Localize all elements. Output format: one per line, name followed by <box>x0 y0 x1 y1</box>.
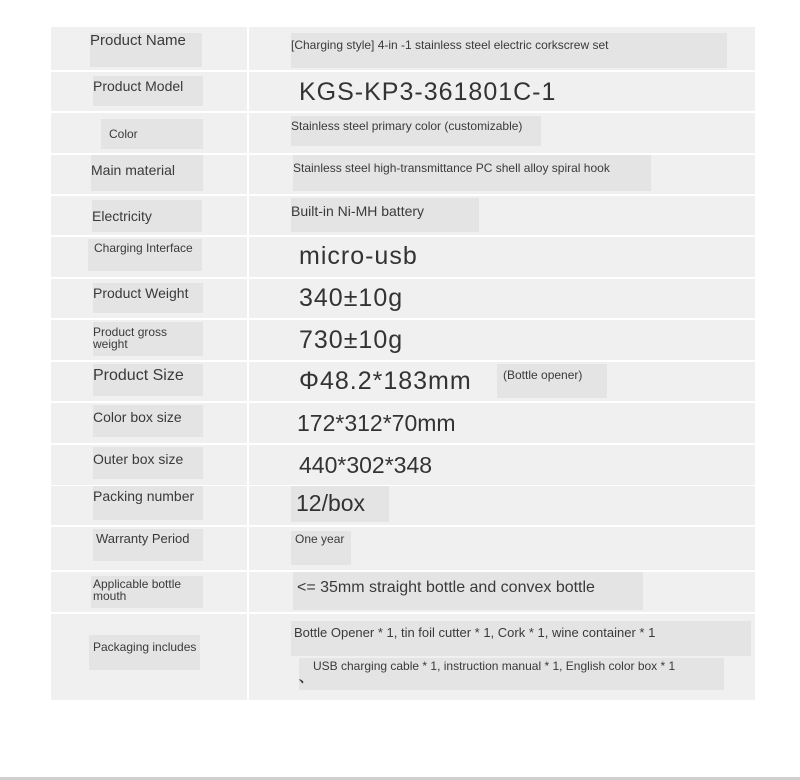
row-value: Stainless steel high-transmittance PC shell alloy spiral hook <box>293 155 651 191</box>
row-label: Product Weight <box>93 283 203 313</box>
row-label: Outer box size <box>93 447 203 479</box>
row-value-cell <box>249 72 755 111</box>
row-value: Stainless steel primary color (customizable) <box>291 116 541 146</box>
row-value-note: (Bottle opener) <box>497 364 607 398</box>
table-row <box>51 196 755 235</box>
row-value: Bottle Opener * 1, tin foil cutter * 1, Cork * 1, wine container * 1 <box>291 621 751 656</box>
table-row <box>51 614 755 700</box>
row-label: Product Size <box>93 364 203 396</box>
table-row <box>51 72 755 111</box>
row-label: Packing number <box>93 486 203 520</box>
row-value-cell <box>249 27 755 70</box>
row-label-cell <box>51 113 247 153</box>
table-row <box>51 486 755 525</box>
row-value-cell <box>249 196 755 235</box>
table-row <box>51 362 755 401</box>
row-value-cell <box>249 113 755 153</box>
table-row <box>51 113 755 153</box>
row-label-cell <box>51 486 247 525</box>
row-value: 440*302*348 <box>299 452 433 478</box>
row-label-cell <box>51 196 247 235</box>
table-row <box>51 279 755 318</box>
row-value-cell <box>249 320 755 360</box>
row-label: Product Name <box>90 33 202 67</box>
row-value-cell <box>249 403 755 443</box>
row-value: 172*312*70mm <box>297 410 456 436</box>
row-value: Built-in Ni-MH battery <box>291 198 479 232</box>
row-value-cell <box>249 279 755 318</box>
row-label-cell <box>51 320 247 360</box>
row-label: Warranty Period <box>93 529 203 561</box>
row-label: Charging Interface <box>88 239 202 271</box>
table-row <box>51 237 755 277</box>
row-label: Main material <box>91 155 203 191</box>
row-label: Electricity <box>92 200 202 232</box>
table-row <box>51 27 755 70</box>
row-value-cell <box>249 362 755 401</box>
row-label-cell <box>51 614 247 700</box>
row-value: One year <box>291 531 351 565</box>
row-label-cell <box>51 72 247 111</box>
row-label-cell <box>51 155 247 194</box>
row-value-cell <box>249 527 755 570</box>
row-label: Color box size <box>93 405 203 437</box>
row-value: 12/box <box>291 486 389 522</box>
row-value: KGS-KP3-361801C-1 <box>299 78 557 106</box>
row-value: Φ48.2*183mm <box>299 367 472 395</box>
row-label-cell <box>51 572 247 612</box>
row-value: 340±10g <box>299 284 404 312</box>
row-label-cell <box>51 279 247 318</box>
table-row <box>51 155 755 194</box>
row-label: Color <box>101 119 203 149</box>
row-label-cell <box>51 362 247 401</box>
row-value-cell <box>249 155 755 194</box>
row-label: Product Model <box>93 76 203 106</box>
row-label-cell <box>51 527 247 570</box>
row-value: [Charging style] 4-in -1 stainless steel electric corkscrew set <box>291 33 727 68</box>
row-label-cell <box>51 403 247 443</box>
table-row <box>51 445 755 485</box>
table-row <box>51 320 755 360</box>
row-value-line-2: USB charging cable * 1, instruction manual * 1, English color box * 1 <box>299 658 724 690</box>
row-value-cell <box>249 445 755 485</box>
table-row <box>51 403 755 443</box>
row-value: 730±10g <box>299 326 404 354</box>
row-value-cell <box>249 486 755 525</box>
table-row <box>51 527 755 570</box>
row-value-cell <box>249 614 755 700</box>
row-value: <= 35mm straight bottle and convex bottle <box>293 572 643 610</box>
table-row <box>51 572 755 612</box>
row-label-cell <box>51 27 247 70</box>
row-label: Applicable bottle mouth <box>91 576 203 608</box>
row-label-cell <box>51 237 247 277</box>
row-value-mark: 、 <box>299 669 313 685</box>
row-label: Packaging includes <box>89 635 200 670</box>
row-label-cell <box>51 445 247 485</box>
row-value: micro-usb <box>299 242 418 270</box>
row-value-cell <box>249 237 755 277</box>
row-label: Product gross weight <box>93 322 203 356</box>
row-value-cell <box>249 572 755 612</box>
